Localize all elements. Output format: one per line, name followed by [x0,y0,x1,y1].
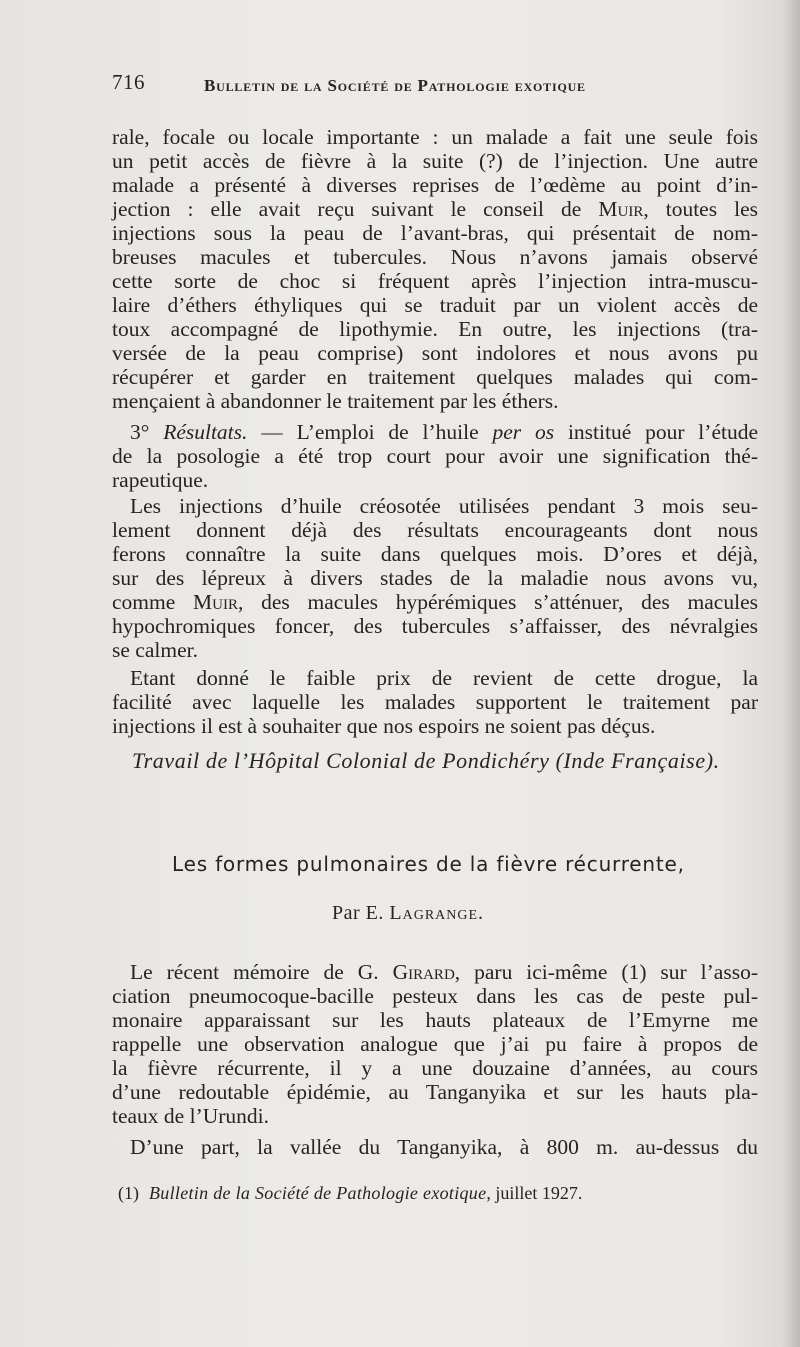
text-line [112,197,758,222]
text-line: facilité avec laquelle les malades supportent le traitement par [112,690,758,714]
footnote-marker: (1) [118,1183,139,1203]
text-line: monaire apparaissant sur les hauts plateaux de l’Emyrne me [112,1008,758,1032]
text-line: injections il est à souhaiter que nos espoirs ne soient pas déçus. [112,714,656,738]
text-line: se calmer. [112,638,198,662]
page-edge-shadow [782,0,800,1347]
article-title: Les formes pulmonaires de la fièvre récurrente, [172,852,685,876]
author-name: Girard [392,960,455,984]
text-line: Les injections d’huile créosotée utilisées pendant 3 mois seu- [130,494,758,518]
author-name: Muir [193,590,238,614]
text-fragment: jection : elle avait reçu suivant le conseil de [112,197,582,221]
text-line: toux accompagné de lipothymie. En outre, les injections (tra- [112,317,758,341]
text-line: rale, focale ou locale importante : un malade a fait une seule fois [112,125,758,149]
byline [332,902,592,930]
author-name: Muir [598,197,644,221]
text-line: Etant donné le faible prix de revient de cette drogue, la [130,666,758,690]
text-line: injections sous la peau de l’avant-bras, qui présentait de nom- [112,221,758,245]
footnote-date: , juillet 1927. [486,1183,583,1203]
author-name: Lagrange. [389,902,485,924]
text-line [112,420,758,445]
footnote-publication: Bulletin de la Société de Pathologie exotique [149,1183,487,1203]
text-fragment: , toutes les [643,197,758,221]
text-line: breuses macules et tubercules. Nous n’avons jamais observé [112,245,758,269]
text-line: un petit accès de fièvre à la suite (?) de l’injection. Une autre [112,149,758,173]
text-line: ciation pneumocoque-bacille pesteux dans les cas de peste pul- [112,984,758,1008]
text-line: récupérer et garder en traitement quelques malades qui com- [112,365,758,389]
text-line: d’une redoutable épidémie, au Tanganyika et sur les hauts pla- [112,1080,758,1104]
text-line: de la posologie a été trop court pour avoir une signification thé- [112,444,758,468]
running-header [112,70,672,104]
text-line: ferons connaître la suite dans quelques mois. D’ores et déjà, [112,542,758,566]
text-fragment: , paru ici-même (1) sur l’asso- [454,960,758,984]
footnote [118,1183,738,1209]
byline-prefix: Par E. [332,902,390,924]
page-number: 716 [112,70,145,94]
text-line: lement donnent déjà des résultats encourageants dont nous [112,518,758,542]
text-line: rappelle une observation analogue que j’ai pu faire à propos de [112,1032,758,1056]
text-line: malade a présenté à diverses reprises de l’œdème au point d’in- [112,173,758,197]
section-number: 3° [130,420,150,444]
text-line: rapeutique. [112,468,209,492]
text-line: hypochromiques foncer, des tubercules s’affaisser, des névralgies [112,614,758,638]
text-fragment: Le récent mémoire de G. [130,960,393,984]
text-line: teaux de l’Urundi. [112,1104,270,1128]
text-line [112,590,758,615]
text-fragment: , des macules hypérémiques s’atténuer, des macules [238,590,758,614]
text-line [112,960,758,985]
text-fragment: — L’emploi de l’huile [247,420,493,444]
text-line: cette sorte de choc si fréquent après l’injection intra-muscu- [112,269,758,293]
section-heading: Résultats. [163,420,248,444]
text-line: laire d’éthers éthyliques qui se traduit par un violent accès de [112,293,758,317]
text-fragment: institué pour l’étude [554,420,758,444]
text-fragment: comme [112,590,194,614]
text-line: sur des lépreux à divers stades de la maladie nous avons vu, [112,566,758,590]
text-line: versée de la peau comprise) sont indolores et nous avons pu [112,341,758,365]
institution-credit: Travail de l’Hôpital Colonial de Pondichéry (Inde Française). [132,748,720,773]
journal-title: Bulletin de la Société de Pathologie exotique [204,76,586,95]
text-line: mençaient à abandonner le traitement par les éthers. [112,389,559,413]
text-line: la fièvre récurrente, il y a une douzaine d’années, au cours [112,1056,758,1080]
latin-term: per os [492,420,555,444]
text-line: D’une part, la vallée du Tanganyika, à 800 m. au-dessus du [130,1135,758,1159]
